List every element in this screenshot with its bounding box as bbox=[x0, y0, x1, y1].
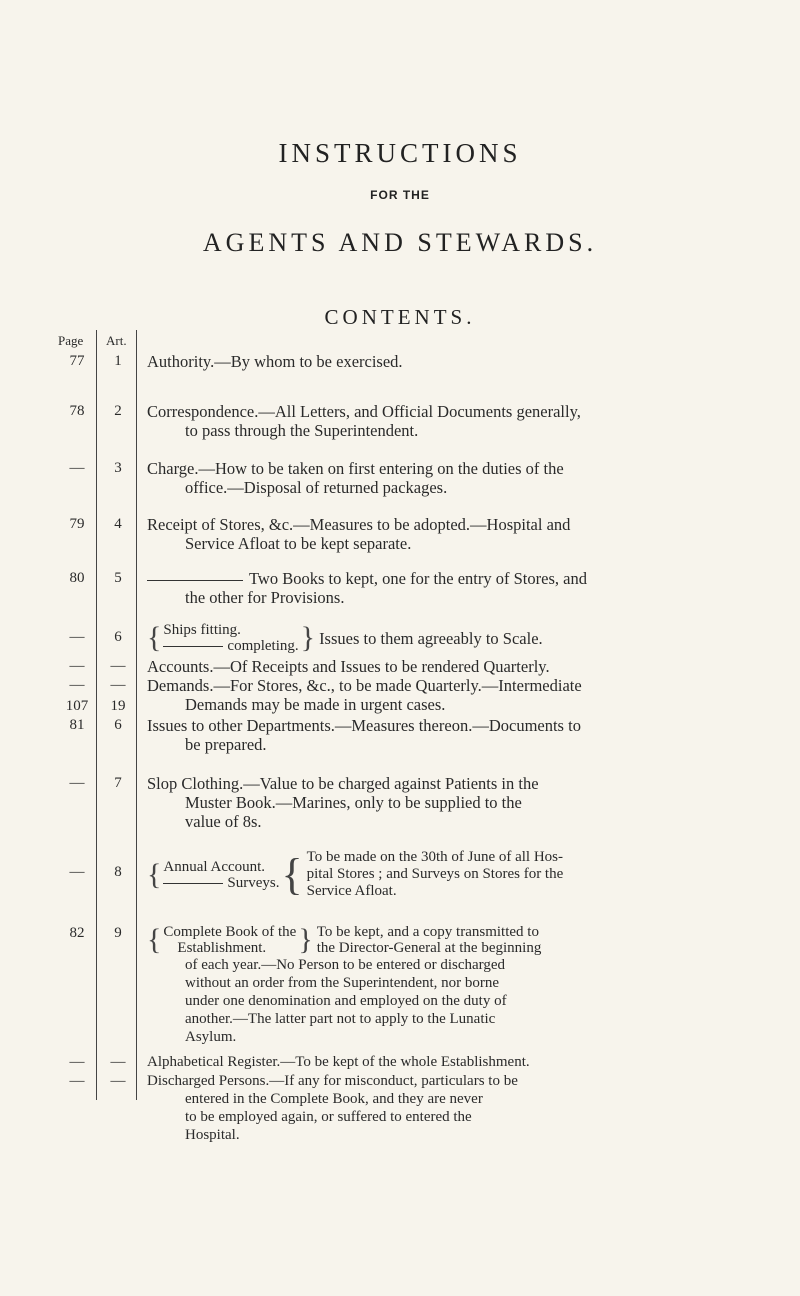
entry-text: Alphabetical Register.—To be kept of the whole Establishment. bbox=[147, 1054, 530, 1070]
article-number: — bbox=[110, 1054, 126, 1070]
entry-line: Charge.—How to be taken on first entering on the duties of the bbox=[147, 459, 564, 478]
ditto-dash bbox=[163, 883, 223, 884]
entry-line: entered in the Complete Book, and they are never bbox=[185, 1091, 483, 1107]
article-number: 6 bbox=[114, 629, 122, 645]
article-number: 5 bbox=[114, 570, 122, 586]
entry-line: office.—Disposal of returned packages. bbox=[185, 478, 448, 497]
entry-line: Service Afloat. bbox=[306, 883, 397, 899]
entry-line: Issues to them agreeably to Scale. bbox=[319, 628, 543, 648]
entry-line: under one denomination and employed on the duty of bbox=[185, 993, 507, 1009]
page-number: — bbox=[69, 677, 85, 693]
page-number: — bbox=[69, 460, 85, 476]
entry-text bbox=[147, 459, 757, 497]
entry-text: Accounts.—Of Receipts and Issues to be rendered Quarterly. bbox=[147, 657, 550, 676]
page-number: — bbox=[69, 775, 85, 791]
left-brace: { bbox=[147, 923, 162, 956]
article-number: 8 bbox=[114, 864, 122, 880]
left-brace-right-group: { bbox=[281, 849, 303, 899]
entry-line: be prepared. bbox=[185, 735, 267, 754]
entry-line: Asylum. bbox=[185, 1029, 237, 1045]
article-number: — bbox=[110, 1073, 126, 1089]
entry-line: Muster Book.—Marines, only to be supplied to the bbox=[185, 793, 522, 812]
entry-line: the other for Provisions. bbox=[185, 588, 345, 607]
brace-line: Complete Book of the bbox=[163, 924, 297, 940]
page-number: — bbox=[69, 1073, 85, 1089]
entry-line: Slop Clothing.—Value to be charged against Patients in the bbox=[147, 774, 539, 793]
page-number: — bbox=[69, 1054, 85, 1070]
entry-line: of each year.—No Person to be entered or discharged bbox=[185, 957, 506, 973]
entry-line: Correspondence.—All Letters, and Official Documents generally, bbox=[147, 402, 581, 421]
column-divider-left bbox=[96, 330, 97, 1100]
page-title: INSTRUCTIONS bbox=[278, 138, 522, 168]
entry-line: another.—The latter part not to apply to the Lunatic bbox=[185, 1011, 496, 1027]
brace-line: Surveys. bbox=[227, 874, 280, 891]
entry-line: To be made on the 30th of June of all Hos- bbox=[306, 849, 564, 865]
page-number: 80 bbox=[69, 570, 85, 586]
column-divider-right bbox=[136, 330, 137, 1100]
page-number: — bbox=[69, 658, 85, 674]
left-brace: { bbox=[147, 857, 162, 891]
entry-text bbox=[147, 1072, 757, 1144]
entry-text bbox=[147, 515, 757, 553]
article-number: 4 bbox=[114, 516, 122, 532]
entry-line: Discharged Persons.—If any for misconduct, particulars to be bbox=[147, 1073, 518, 1089]
entry-text bbox=[147, 676, 757, 714]
entry-text bbox=[147, 924, 757, 1046]
article-number: 2 bbox=[114, 403, 122, 419]
art-column-header: Art. bbox=[106, 333, 127, 348]
entry-text bbox=[147, 569, 757, 607]
entry-line: the Director-General at the beginning bbox=[316, 940, 542, 956]
for-the-caption: FOR THE bbox=[370, 188, 430, 202]
entry-text bbox=[147, 774, 757, 831]
page-number: 107 bbox=[65, 698, 89, 714]
article-number: 9 bbox=[114, 925, 122, 941]
page-number: — bbox=[69, 629, 85, 645]
brace-line: Establishment. bbox=[177, 940, 267, 956]
page-number: 77 bbox=[69, 353, 85, 369]
entry-text bbox=[147, 849, 757, 900]
ditto-dash bbox=[163, 646, 223, 647]
entry-line: pital Stores ; and Surveys on Stores for the bbox=[306, 866, 564, 882]
right-brace: } bbox=[300, 621, 316, 654]
article-number: 7 bbox=[114, 775, 122, 791]
contents-heading: CONTENTS. bbox=[324, 305, 476, 329]
entry-line: To be kept, and a copy transmitted to bbox=[316, 924, 539, 940]
page-number: 81 bbox=[69, 717, 85, 733]
page-number: 79 bbox=[69, 516, 85, 532]
brace-line: Annual Account. bbox=[163, 858, 266, 875]
article-number: 3 bbox=[114, 460, 122, 476]
page-number: — bbox=[69, 864, 85, 880]
entry-line: Service Afloat to be kept separate. bbox=[185, 534, 412, 553]
page-number: 78 bbox=[69, 403, 85, 419]
article-number: 6 bbox=[114, 717, 122, 733]
entry-line: Hospital. bbox=[185, 1127, 240, 1143]
page-subtitle: AGENTS AND STEWARDS. bbox=[202, 228, 598, 257]
entry-line: Issues to other Departments.—Measures thereon.—Documents to bbox=[147, 716, 581, 735]
entry-line: to pass through the Superintendent. bbox=[185, 421, 419, 440]
article-number: — bbox=[110, 658, 126, 674]
article-number: — bbox=[110, 677, 126, 693]
right-brace: } bbox=[298, 923, 313, 956]
entry-line: value of 8s. bbox=[185, 812, 262, 831]
page-column-header: Page bbox=[58, 333, 84, 348]
entry-text bbox=[147, 622, 757, 654]
article-number: 19 bbox=[110, 698, 126, 714]
left-brace: { bbox=[147, 621, 162, 654]
entry-text: Authority.—By whom to be exercised. bbox=[147, 352, 403, 371]
entry-line: Demands.—For Stores, &c., to be made Quarterly.—Intermediate bbox=[147, 676, 582, 695]
brace-line: Ships fitting. bbox=[163, 622, 241, 638]
ditto-dash bbox=[147, 580, 243, 581]
entry-text bbox=[147, 402, 757, 440]
entry-line: Two Books to kept, one for the entry of Stores, and bbox=[249, 569, 587, 588]
entry-text bbox=[147, 716, 757, 754]
article-number: 1 bbox=[114, 353, 122, 369]
page-number: 82 bbox=[69, 925, 85, 941]
entry-line: Demands may be made in urgent cases. bbox=[185, 695, 446, 714]
brace-line: completing. bbox=[227, 638, 299, 654]
entry-line: to be employed again, or suffered to entered the bbox=[185, 1109, 472, 1125]
entry-line: without an order from the Superintendent, nor borne bbox=[185, 975, 500, 991]
entry-line: Receipt of Stores, &c.—Measures to be adopted.—Hospital and bbox=[147, 515, 571, 534]
